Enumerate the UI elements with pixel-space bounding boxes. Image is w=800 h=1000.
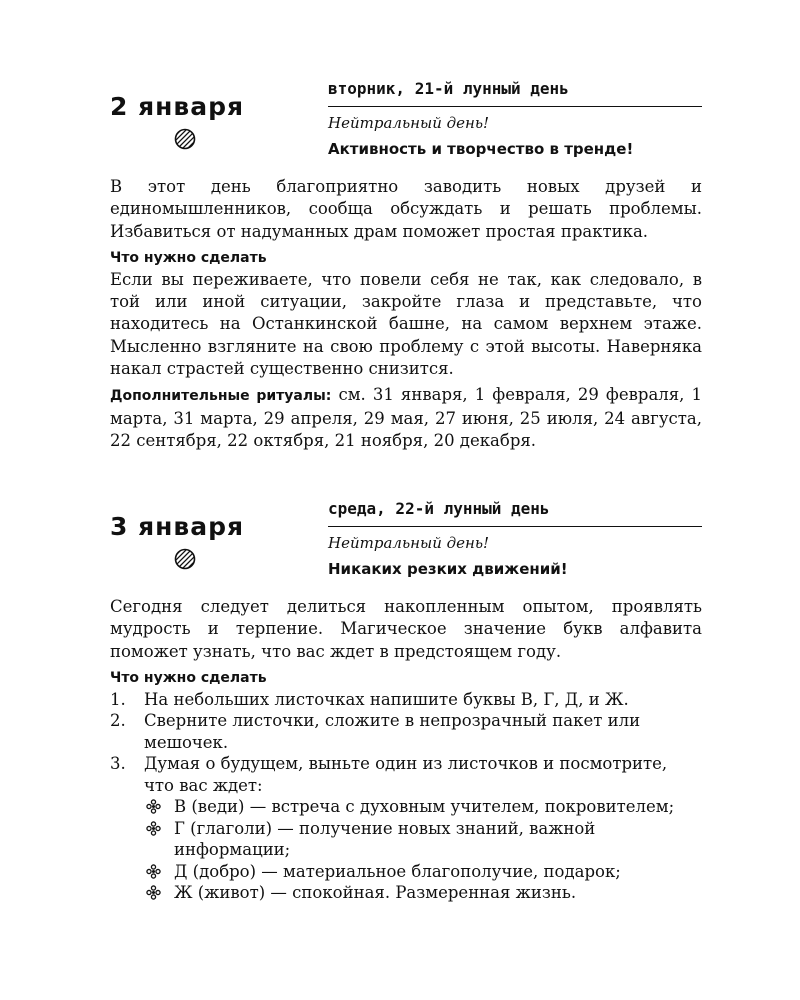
entry-info	[328, 76, 702, 159]
day-entry-jan-2	[110, 76, 702, 452]
intro-paragraph: Сегодня следует делиться накопленным опытом, проявлять мудрость и терпение. Магическое значение букв алфавита поможет узнать, что вас ждет в предстоящем году.	[110, 597, 702, 661]
step-text: На небольших листочках напишите буквы В, Г, Д, и Ж.	[144, 689, 629, 709]
entry-header	[110, 76, 702, 168]
letter-meaning-text: Г (глаголи) — получение новых знаний, важной информации;	[174, 818, 596, 860]
hatched-moon-icon	[174, 548, 196, 570]
entry-info	[328, 496, 702, 579]
letter-meaning-item	[144, 796, 702, 818]
step-number: 1.	[110, 689, 126, 709]
flower-bullet-icon	[146, 799, 161, 814]
intro-paragraph: В этот день благоприятно заводить новых друзей и единомышленников, сообща обсуждать и решать проблемы. Избавиться от надуманных драм поможет простая практика.	[110, 177, 702, 241]
letter-meaning-text: Д (добро) — материальное благополучие, подарок;	[174, 861, 621, 881]
step-item	[110, 710, 702, 753]
weekday-lunar-day: вторник, 21-й лунный день	[328, 76, 702, 107]
step-number: 2.	[110, 711, 126, 731]
day-entry-jan-3	[110, 496, 702, 904]
flower-bullet-icon	[146, 885, 161, 900]
entry-header	[110, 496, 702, 588]
day-type: Нейтральный день!	[328, 114, 490, 132]
step-item	[110, 753, 702, 904]
entry-date: 2 января	[110, 92, 245, 121]
day-motto: Активность и творчество в тренде!	[328, 140, 634, 158]
step-number: 3.	[110, 754, 126, 774]
todo-paragraph: Если вы переживаете, что повели себя не так, как следовало, в той или иной ситуации, закройте глаза и представьте, что находитесь на Останкинской башне, на самом верхнем этаже. Мысленно взгляните на свою проблему с этой высоты. Наверняка накал страстей существенно снизится.	[110, 269, 702, 379]
steps-list	[110, 689, 702, 904]
day-motto: Никаких резких движений!	[328, 560, 568, 578]
entry-date: 3 января	[110, 512, 245, 541]
day-type: Нейтральный день!	[328, 534, 490, 552]
hatched-moon-icon	[174, 128, 196, 150]
todo-title: Что нужно сделать	[110, 249, 267, 266]
weekday-lunar-day: среда, 22-й лунный день	[328, 496, 702, 527]
flower-bullet-icon	[146, 864, 161, 879]
letter-meaning-item	[144, 882, 702, 904]
todo-title: Что нужно сделать	[110, 669, 267, 686]
step-text: Думая о будущем, выньте один из листочков и посмотрите, что вас ждет:	[144, 754, 668, 795]
extra-rituals-label: Дополнительные ритуалы:	[110, 388, 332, 405]
letter-meaning-text: Ж (живот) — спокойная. Размеренная жизнь.	[174, 883, 577, 903]
step-text: Сверните листочки, сложите в непрозрачный пакет или мешочек.	[144, 711, 641, 752]
letter-meaning-item	[144, 818, 702, 861]
letter-meanings-list	[144, 796, 702, 904]
letter-meaning-text: В (веди) — встреча с духовным учителем, покровителем;	[174, 797, 675, 817]
letter-meaning-item	[144, 861, 702, 883]
flower-bullet-icon	[146, 821, 161, 836]
extra-rituals	[110, 384, 702, 452]
extra-rituals-dates: см. 31 января, 1 февраля, 29 февраля, 1 марта, 31 марта, 29 апреля, 29 мая, 27 июня, 25 июля, 24 августа, 22 сентября, 22 октября, 21 ноября, 20 декабря.	[110, 385, 702, 450]
step-item	[110, 689, 702, 711]
